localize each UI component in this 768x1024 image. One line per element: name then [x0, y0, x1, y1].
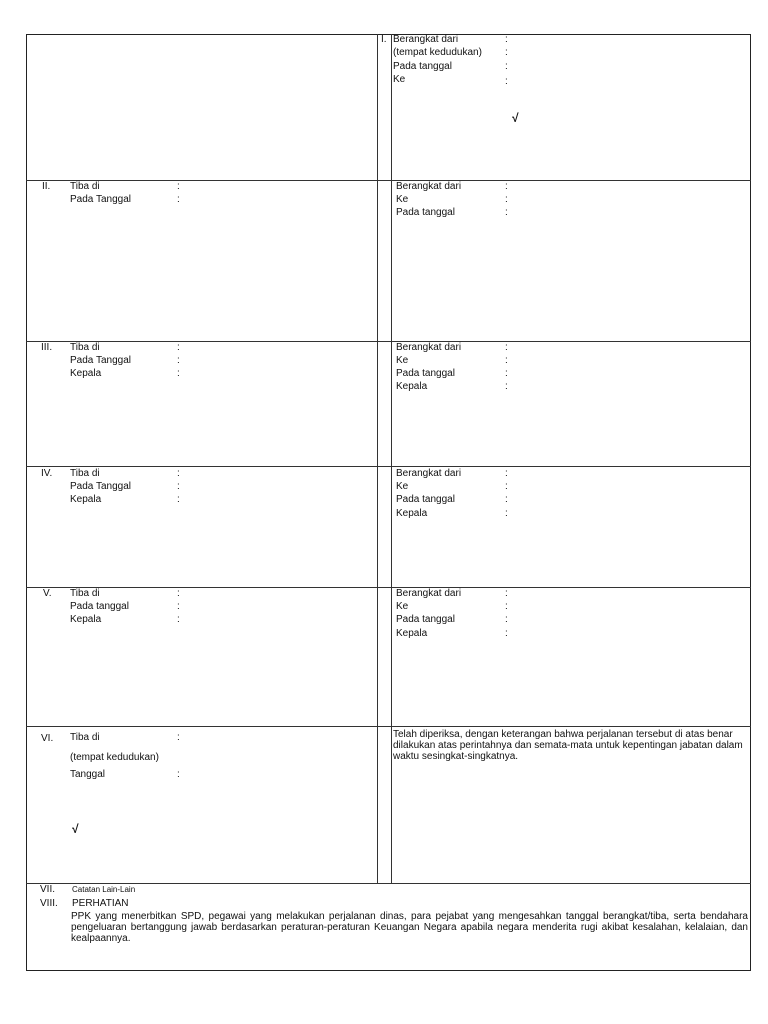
- section-6-left-colon-date: :: [177, 769, 180, 780]
- section-2-number: II.: [42, 181, 51, 192]
- section-6-left-colon-arrival: :: [177, 732, 180, 743]
- section-4-left-colon-arrival: :: [177, 468, 180, 479]
- section-3-right-label-departure: Berangkat dari: [396, 342, 462, 353]
- column-divider-left: [377, 34, 378, 883]
- section-2-right-label-date: Pada tanggal: [396, 207, 455, 218]
- section-4-right-colon-destination: :: [505, 481, 508, 492]
- section-6-number: VI.: [41, 733, 54, 744]
- section-5-right-label-head: Kepala: [396, 628, 428, 639]
- section-5-right-colon-date: :: [505, 614, 508, 625]
- section-1-colon-departure: :: [505, 34, 508, 45]
- row-divider-2: [26, 341, 751, 342]
- section-3-right-colon-date: :: [505, 368, 508, 379]
- section-5-left-label-head: Kepala: [70, 614, 102, 625]
- section-6-check-mark: √: [72, 822, 79, 836]
- section-3-right-colon-departure: :: [505, 342, 508, 353]
- section-5-right-colon-destination: :: [505, 601, 508, 612]
- section-3-right-label-destination: Ke: [396, 355, 409, 366]
- section-5-right-label-date: Pada tanggal: [396, 614, 455, 625]
- row-divider-1: [26, 180, 751, 181]
- row-divider-3: [26, 466, 751, 467]
- section-4-left-label-date: Pada Tanggal: [70, 481, 131, 492]
- section-4-right-colon-date: :: [505, 494, 508, 505]
- section-3-left-colon-head: :: [177, 368, 180, 379]
- section-2-right-colon-date: :: [505, 207, 508, 218]
- section-5-right-colon-departure: :: [505, 588, 508, 599]
- section-1-colon-date: :: [505, 61, 508, 72]
- section-8-body: PPK yang menerbitkan SPD, pegawai yang melakukan perjalanan dinas, para pejabat yang mengesahkan tanggal berangkat/tiba, serta bendahara pengeluaran bertanggung jawab berdasarkan peraturan-peraturan Keuangan Negara apabila negara menderita rugi akibat kesalahan, kelalaian, dan kealpaannya.: [71, 911, 748, 944]
- row-divider-5: [26, 726, 751, 727]
- section-1-colon-origin: :: [505, 47, 508, 58]
- section-1-colon-destination: :: [505, 76, 508, 87]
- section-5-left-colon-arrival: :: [177, 588, 180, 599]
- section-2-right-colon-destination: :: [505, 194, 508, 205]
- section-8-number: VIII.: [40, 898, 58, 909]
- section-2-right-label-departure: Berangkat dari: [396, 181, 462, 192]
- section-7-number: VII.: [40, 884, 56, 895]
- section-5-left-label-date: Pada tanggal: [70, 601, 129, 612]
- section-5-left-colon-date: :: [177, 601, 180, 612]
- section-1-number: I.: [381, 34, 387, 45]
- section-7-title: Catatan Lain-Lain: [72, 885, 136, 894]
- section-2-right-label-destination: Ke: [396, 194, 409, 205]
- section-5-right-label-destination: Ke: [396, 601, 409, 612]
- section-3-right-label-date: Pada tanggal: [396, 368, 455, 379]
- section-1-label-origin: (tempat kedudukan): [393, 47, 482, 58]
- section-6-left-label-origin: (tempat kedudukan): [70, 752, 159, 763]
- section-4-right-label-head: Kepala: [396, 508, 428, 519]
- section-1-label-departure: Berangkat dari: [393, 34, 459, 45]
- section-4-right-colon-head: :: [505, 508, 508, 519]
- section-5-right-label-departure: Berangkat dari: [396, 588, 462, 599]
- section-8-title: PERHATIAN: [72, 898, 129, 909]
- section-2-left-label-date: Pada Tanggal: [70, 194, 131, 205]
- row-divider-4: [26, 587, 751, 588]
- section-3-left-colon-arrival: :: [177, 342, 180, 353]
- section-1-label-destination: Ke: [393, 74, 406, 85]
- section-3-number: III.: [41, 342, 53, 353]
- section-5-left-label-arrival: Tiba di: [70, 588, 100, 599]
- section-4-left-label-head: Kepala: [70, 494, 102, 505]
- section-3-right-colon-head: :: [505, 381, 508, 392]
- section-4-right-label-destination: Ke: [396, 481, 409, 492]
- column-divider-right: [391, 34, 392, 883]
- section-2-left-colon-arrival: :: [177, 181, 180, 192]
- section-2-left-label-arrival: Tiba di: [70, 181, 100, 192]
- section-3-left-colon-date: :: [177, 355, 180, 366]
- section-6-left-label-date: Tanggal: [70, 769, 106, 780]
- section-5-number: V.: [43, 588, 52, 599]
- section-4-number: IV.: [41, 468, 53, 479]
- section-3-left-label-date: Pada Tanggal: [70, 355, 131, 366]
- section-4-right-label-departure: Berangkat dari: [396, 468, 462, 479]
- section-2-right-colon-departure: :: [505, 181, 508, 192]
- section-6-statement: Telah diperiksa, dengan keterangan bahwa perjalanan tersebut di atas benar dilakukan atas perintahnya dan semata-mata untuk kepentingan jabatan dalam waktu sesingkat-singkatnya.: [393, 729, 743, 762]
- section-3-right-colon-destination: :: [505, 355, 508, 366]
- section-2-left-colon-date: :: [177, 194, 180, 205]
- section-3-right-label-head: Kepala: [396, 381, 428, 392]
- section-4-right-colon-departure: :: [505, 468, 508, 479]
- section-4-right-label-date: Pada tanggal: [396, 494, 455, 505]
- section-3-left-label-head: Kepala: [70, 368, 102, 379]
- section-4-left-colon-head: :: [177, 494, 180, 505]
- section-4-left-colon-date: :: [177, 481, 180, 492]
- section-1-check-mark: √: [512, 111, 519, 125]
- section-3-left-label-arrival: Tiba di: [70, 342, 100, 353]
- section-6-left-label-arrival: Tiba di: [70, 732, 100, 743]
- form-frame: [26, 34, 751, 971]
- section-4-left-label-arrival: Tiba di: [70, 468, 100, 479]
- section-1-label-date: Pada tanggal: [393, 61, 452, 72]
- section-5-left-colon-head: :: [177, 614, 180, 625]
- section-5-right-colon-head: :: [505, 628, 508, 639]
